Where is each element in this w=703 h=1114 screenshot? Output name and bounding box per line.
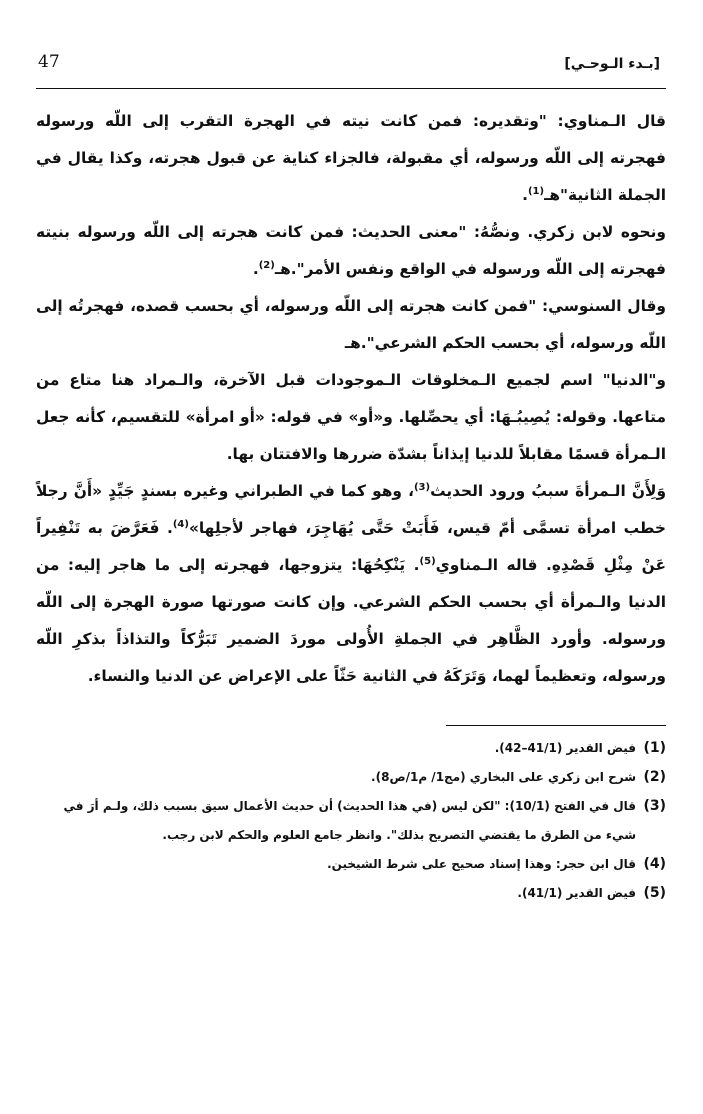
paragraph-5-part-a: وَلِأَنَّ الـمرأةَ سببُ ورود الحديث: [430, 482, 667, 500]
footnote-item: [36, 850, 666, 879]
paragraph-3: وقال السنوسي: "فمن كانت هجرته إلى اللّه ورسوله، أي بحسب قصده، فهجرتُه إلى اللّه ورسوله، أي بحسب الحكم الشرعي".هـ: [36, 297, 666, 352]
paragraph-1: [36, 103, 666, 214]
paragraph-5-part-d: . يَنْكِحُهَا: يتزوجها، فهجرته إلى ما هاجر إليه: من الدنيا والـمرأة أي بحسب الحكم الشرعي. وإن كانت صورتها صورة الهجرة إلى اللّه ورسوله. وأورد الظَّاهِر في الجملةِ الأُولى موردَ الضمير تَبَرُّكاً والتذاذاً بذكرِ اللّه ورسوله، وتعظيماً لهما، وَتَرَكَهُ في الثانية حَثّاً على الإعراض عن الدنيا والنساء.: [36, 556, 666, 685]
footnote-ref-4: (4): [172, 518, 189, 530]
footnote-number: (2): [643, 769, 666, 785]
paragraph-4: و"الدنيا" اسم لجميع الـمخلوقات الـموجودات قبل الآخرة، والـمراد هنا متاع من متاعها. وقوله: يُصِيبُـهَا: أي يحصِّلها. و«أو» في قوله: «أو امرأة» للتقسيم، كأنه جعل الـمرأة قسمًا مقابلاً للدنيا إيذاناً بشدّة ضررها والافتتان بها.: [36, 371, 666, 463]
paragraph-5-part-c: . فَعَرَّضَ به تَنْفِيراً عَنْ مِثْلِ قَصْدِهِ. قاله الـمناوي: [36, 519, 667, 574]
footnote-text: قال في الفتح (10/1): "لكن ليس (في هذا الحديث) أن حديث الأعمال سيق بسبب ذلك، ولـم أرَ في شيء من الطرق ما يقتضي التصريح بذلك". وانظر جامع العلوم والحكم لابن رجب.: [63, 799, 636, 842]
footnote-text: فيض القدير (41/1).: [517, 886, 636, 900]
paragraph-2-end: .: [252, 260, 259, 278]
footnote-ref-1: (1): [527, 185, 545, 197]
footnote-ref-5: (5): [419, 555, 436, 567]
footnote-text: شرح ابن زكري على البخاري (مج1/ م1/ص8).: [371, 770, 636, 784]
footnote-item: [36, 879, 666, 908]
paragraph-2: [36, 214, 666, 288]
paragraph-1-end: .: [522, 186, 528, 204]
footnote-ref-2: (2): [258, 259, 275, 271]
book-page: [36, 48, 666, 908]
page-number: 47: [38, 52, 60, 72]
paragraph-5: [36, 473, 666, 695]
footnotes: [36, 734, 666, 908]
paragraph-2-text: ونحوه لابن زكري. ونصُّهُ: "معنى الحديث: فمن كانت هجرته إلى اللّه ورسوله بنيته فهجرته إلى اللّه ورسوله في الواقع ونفس الأمر".هـ: [36, 223, 666, 278]
footnote-divider: [446, 725, 666, 726]
footnote-number: (5): [643, 885, 666, 901]
footnote-text: قال ابن حجر: وهذا إسناد صحيح على شرط الشيخين.: [327, 857, 636, 871]
footnote-number: (3): [643, 798, 666, 814]
footnote-number: (1): [643, 740, 666, 756]
footnote-text: فيض القدير (41/1–42).: [494, 741, 636, 755]
paragraph-1-text: قال الـمناوي: "وتقديره: فمن كانت نيته في الهجرة التقرب إلى اللّه ورسوله فهجرته إلى اللّه ورسوله، أي مقبولة، فالجزاء كناية عن قبول هجرته، وكذا يقال في الجملة الثانية"هـ: [36, 112, 666, 204]
footnote-item: [36, 792, 666, 850]
page-header: [36, 48, 666, 89]
main-text: [36, 103, 666, 695]
footnote-item: [36, 763, 666, 792]
running-head: [بـدء الـوحـي]: [564, 56, 660, 72]
paragraph-5-part-b: ، وهو كما في الطبراني وغيره بسندٍ جَيِّدٍ «أَنَّ رجلاً خطب امرأة تسمَّى أمّ قيس، فَأَبَتْ حَتَّى يُهَاجِرَ، فهاجر لأجلِها»: [36, 482, 666, 537]
footnote-item: [36, 734, 666, 763]
footnote-number: (4): [643, 856, 666, 872]
footnote-ref-3: (3): [413, 481, 431, 493]
